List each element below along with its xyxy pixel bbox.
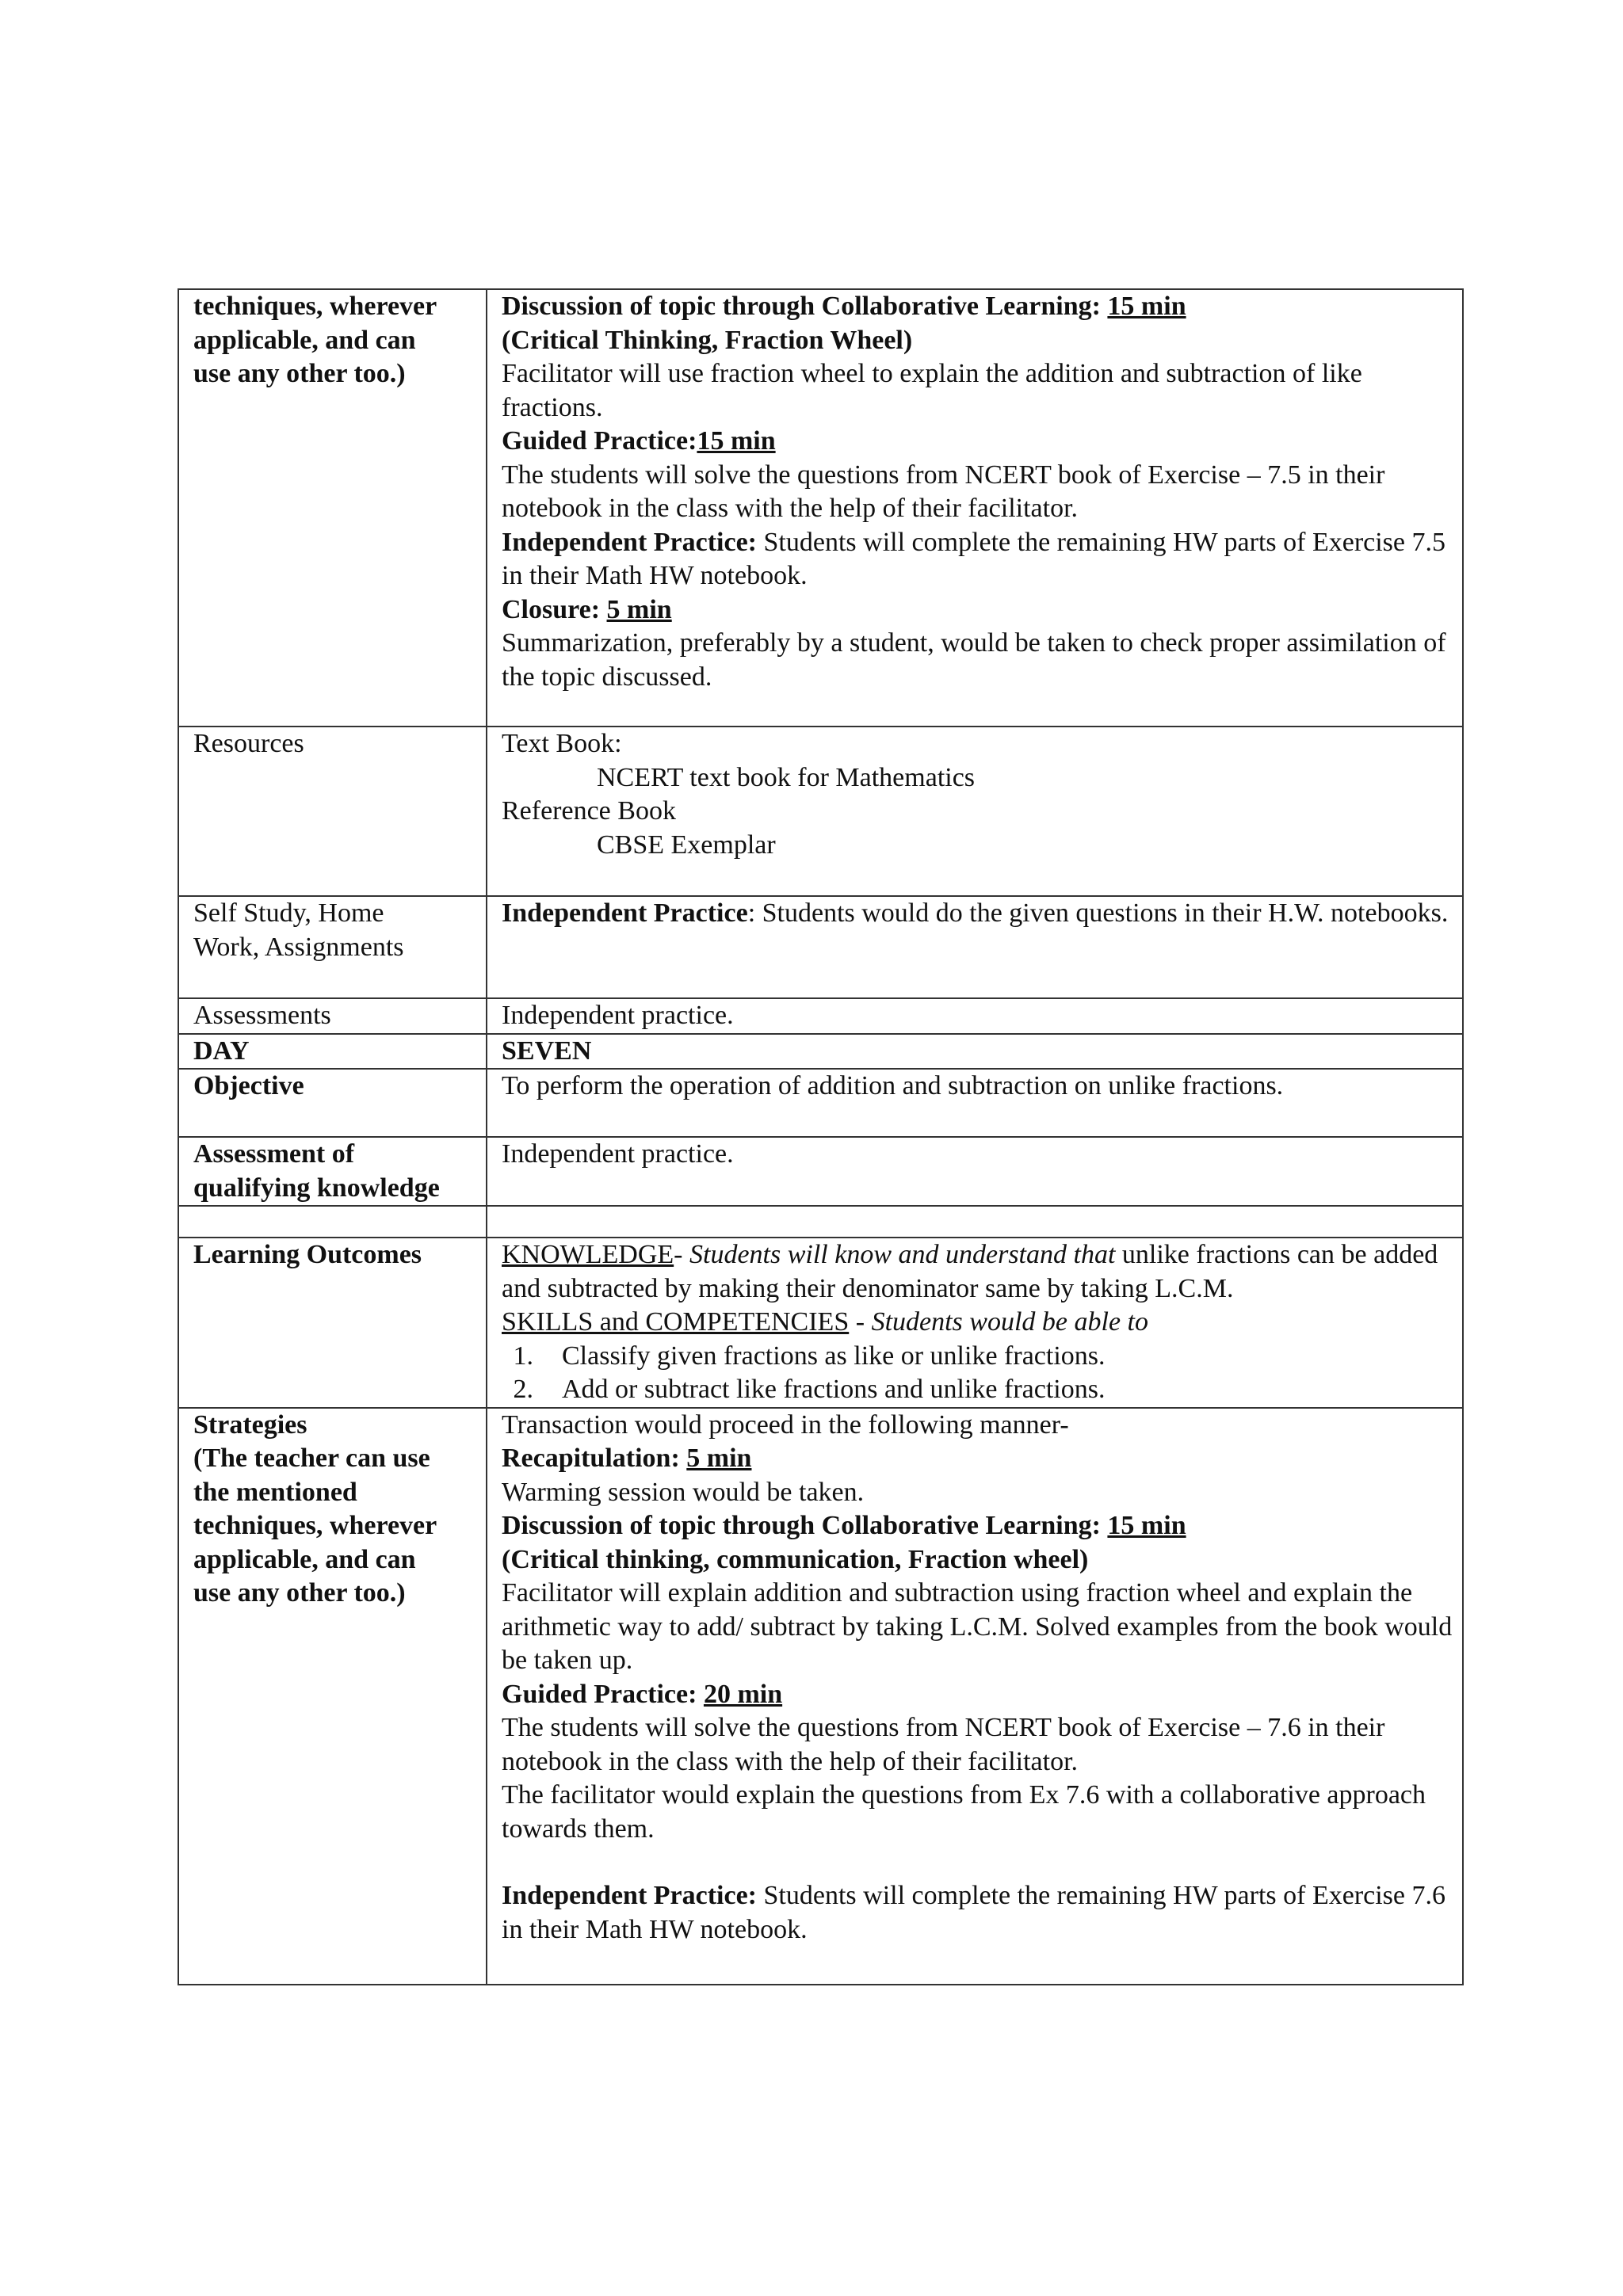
row-label-line: (The teacher can use (193, 1444, 430, 1473)
discussion-text: Facilitator will use fraction wheel to explain the addition and subtraction of like fractions. (502, 359, 1362, 422)
skills-italic: Students would be able to (871, 1307, 1148, 1337)
row-label-line: applicable, and can (193, 325, 416, 355)
independent-title: Independent Practice (502, 898, 748, 928)
content-cell (487, 1408, 1463, 1985)
spacer (502, 1846, 1453, 1879)
intro-text: Transaction would proceed in the following manner- (502, 1409, 1069, 1440)
row-value: To perform the operation of addition and subtraction on unlike fractions. (502, 1071, 1284, 1100)
list-number: 2. (513, 1375, 533, 1404)
discussion-skills: (Critical thinking, communication, Fraction wheel) (502, 1544, 1089, 1574)
label-cell (178, 1137, 487, 1206)
row-label-line: Strategies (193, 1409, 307, 1440)
row-label: Assessments (193, 1001, 331, 1030)
knowledge-text: unlike fractions can be added and subtracted by making their denominator same by taking L.C.M. (502, 1240, 1438, 1303)
row-qualifying-knowledge (178, 1137, 1463, 1206)
knowledge-dash: - (674, 1240, 689, 1269)
content-cell (487, 1206, 1463, 1238)
closure-text: Summarization, preferably by a student, would be taken to check proper assimilation of the topic discussed. (502, 628, 1446, 692)
recap-time: 5 min (686, 1444, 752, 1473)
discussion-title: Discussion of topic through Collaborative Learning: (502, 1511, 1108, 1540)
discussion-title: Discussion of topic through Collaborative Learning: (502, 292, 1108, 321)
guided-time: 15 min (697, 426, 776, 456)
label-cell (178, 727, 487, 896)
row-day (178, 1034, 1463, 1070)
knowledge-italic: Students will know and understand that (689, 1240, 1116, 1269)
textbook-value: NCERT text book for Mathematics (597, 762, 976, 792)
closure-title: Closure: (502, 594, 607, 624)
label-cell (178, 1069, 487, 1137)
row-label-line: the mentioned (193, 1477, 357, 1507)
label-cell (178, 896, 487, 998)
list-item (502, 1340, 1453, 1374)
row-label: Learning Outcomes (193, 1240, 422, 1269)
independent-text: Students will complete the remaining HW parts of Exercise 7.6 in their Math HW notebook. (502, 1881, 1446, 1944)
row-resources (178, 727, 1463, 896)
skills-dash: - (849, 1307, 872, 1337)
lesson-plan-table (178, 288, 1464, 1985)
recap-text: Warming session would be taken. (502, 1477, 865, 1507)
row-objective (178, 1069, 1463, 1137)
row-label-line: use any other too.) (193, 359, 406, 388)
discussion-text: Facilitator will explain addition and subtraction using fraction wheel and explain the arithmetic way to add/ subtract by taking L.C.M. Solved examples from the book would be taken up. (502, 1578, 1453, 1675)
guided-title: Guided Practice: (502, 426, 697, 456)
textbook-label: Text Book: (502, 729, 622, 758)
list-number: 1. (513, 1341, 533, 1371)
content-cell (487, 1069, 1463, 1137)
recap-title: Recapitulation: (502, 1444, 687, 1473)
list-text: Classify given fractions as like or unlike fractions. (562, 1341, 1106, 1371)
row-value: SEVEN (502, 1035, 592, 1066)
guided-text: The students will solve the questions from NCERT book of Exercise – 7.5 in their notebook in the class with the help of their facilitator. (502, 460, 1385, 523)
label-cell (178, 1034, 487, 1070)
closure-time: 5 min (606, 594, 672, 624)
reference-value: CBSE Exemplar (597, 830, 776, 860)
row-self-study (178, 896, 1463, 998)
row-label-line: techniques, wherever (193, 1511, 437, 1540)
row-empty (178, 1206, 1463, 1238)
row-label-line: use any other too.) (193, 1578, 406, 1608)
guided-text: The students will solve the questions from NCERT book of Exercise – 7.6 in their notebook in the class with the help of their facilitator. (502, 1713, 1385, 1776)
row-label-line: techniques, wherever (193, 292, 437, 321)
row-label-line: applicable, and can (193, 1544, 416, 1574)
content-cell (487, 289, 1463, 727)
reference-label: Reference Book (502, 796, 676, 826)
independent-text: : Students would do the given questions in their H.W. notebooks. (747, 898, 1449, 928)
label-cell (178, 1408, 487, 1985)
skills-heading: SKILLS and COMPETENCIES (502, 1307, 850, 1337)
guided-text-2: The facilitator would explain the questions from Ex 7.6 with a collaborative approach towards them. (502, 1780, 1426, 1844)
row-label: DAY (193, 1035, 250, 1066)
guided-title: Guided Practice: (502, 1679, 704, 1709)
row-label: Objective (193, 1071, 304, 1100)
row-label-line: Self Study, Home (193, 898, 384, 928)
row-label-line: Assessment of (193, 1139, 355, 1169)
knowledge-heading: KNOWLEDGE (502, 1240, 674, 1269)
row-value: Independent practice. (502, 1139, 734, 1169)
row-label-line: qualifying knowledge (193, 1173, 440, 1203)
row-learning-outcomes (178, 1238, 1463, 1408)
list-item (502, 1373, 1453, 1407)
row-label-line: Work, Assignments (193, 932, 404, 962)
row-strategies (178, 1408, 1463, 1985)
row-strategies-continued (178, 289, 1463, 727)
content-cell (487, 998, 1463, 1034)
independent-title: Independent Practice: (502, 1881, 758, 1910)
guided-time: 20 min (703, 1679, 783, 1709)
label-cell (178, 289, 487, 727)
label-cell (178, 1206, 487, 1238)
independent-text: Students will complete the remaining HW parts of Exercise 7.5 in their Math HW notebook. (502, 527, 1446, 590)
independent-title: Independent Practice: (502, 527, 758, 557)
content-cell (487, 896, 1463, 998)
discussion-skills: (Critical Thinking, Fraction Wheel) (502, 325, 913, 355)
discussion-time: 15 min (1107, 1511, 1186, 1540)
content-cell (487, 727, 1463, 896)
list-text: Add or subtract like fractions and unlike fractions. (562, 1375, 1106, 1404)
content-cell (487, 1034, 1463, 1070)
row-label: Resources (193, 729, 304, 758)
label-cell (178, 998, 487, 1034)
row-value: Independent practice. (502, 1001, 734, 1030)
content-cell (487, 1137, 1463, 1206)
content-cell (487, 1238, 1463, 1408)
row-assessments (178, 998, 1463, 1034)
label-cell (178, 1238, 487, 1408)
discussion-time: 15 min (1107, 292, 1186, 321)
